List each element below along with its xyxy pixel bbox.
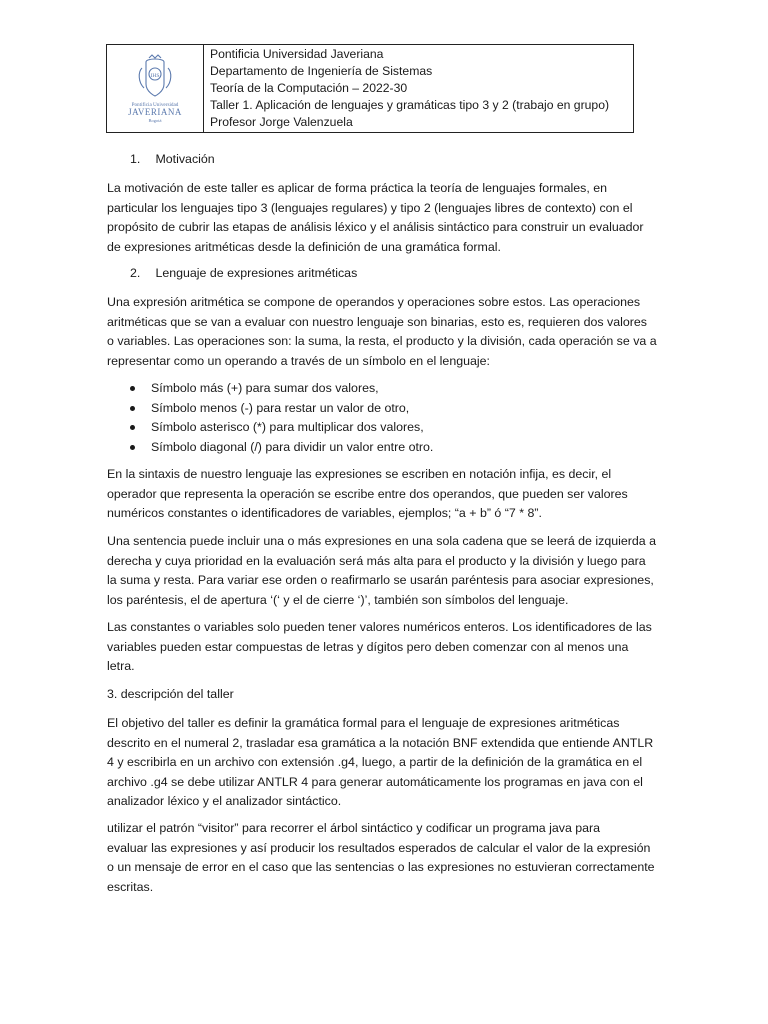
section-heading-3: 3. descripción del taller [107, 687, 234, 701]
bullet-icon [130, 425, 135, 430]
header-table [106, 44, 634, 133]
paragraph-visitor: utilizar el patrón “visitor” para recorrer el árbol sintáctico y codificar un programa java para evaluar las expresiones y así producir los resultados esperados de calcular el valor de la expresión o un mensaje de error en el caso que las sentencias o las expresiones no estuvieran correctamente escritas. [107, 821, 655, 894]
list-item: Símbolo asterisco (*) para multiplicar dos valores, [130, 418, 433, 438]
university-logo [107, 45, 204, 132]
header-department: Departamento de Ingeniería de Sistemas [210, 64, 433, 78]
paragraph-motivation: La motivación de este taller es aplicar de forma práctica la teoría de lenguajes formales, en particular los lenguajes tipo 3 (lenguajes regulares) y tipo 2 (lenguajes libres de contexto) con el propósito de cubrir las etapas de análisis léxico y el análisis sintáctico para construir un evaluador de expresiones aritméticas desde la definición de una gramática formal. [107, 181, 644, 254]
paragraph-expressions: Una expresión aritmética se compone de operandos y operaciones sobre estos. Las operaciones aritméticas que se van a evaluar con nuestro lenguaje son binarias, esto es, requieren dos valores o variables. Las operaciones son: la suma, la resta, el producto y la división, cada operación se va a representar como un operando a través de un símbolo en el lenguaje: [107, 295, 657, 368]
paragraph-precedence: Una sentencia puede incluir una o más expresiones en una sola cadena que se leerá de izquierda a derecha y cuya prioridad en la evaluación será más alta para el producto y la división y luego para la suma y resta. Para variar ese orden o reafirmarlo se usarán paréntesis para asociar expresiones, los paréntesis, el de apertura ‘(‘ y el de cierre ‘)’, también son símbolos del lenguaje. [107, 534, 656, 607]
logo-line1: Pontificia Universidad [131, 101, 179, 108]
bullet-icon [130, 445, 135, 450]
operator-list [130, 379, 433, 458]
header-text [204, 45, 633, 132]
section-heading-1: 1. Motivación [130, 152, 215, 166]
svg-text:IHS: IHS [150, 72, 160, 79]
paragraph-constants: Las constantes o variables solo pueden tener valores numéricos enteros. Los identificadores de las variables pueden estar compuestas de letras y dígitos pero deben comenzar con al menos una letra. [107, 620, 652, 673]
header-assignment: Taller 1. Aplicación de lenguajes y gramáticas tipo 3 y 2 (trabajo en grupo) [210, 98, 610, 112]
list-item: Símbolo más (+) para sumar dos valores, [130, 379, 433, 399]
university-crest-icon [120, 54, 190, 124]
bullet-icon [130, 406, 135, 411]
section-heading-2: 2. Lenguaje de expresiones aritméticas [130, 266, 358, 280]
list-item: Símbolo diagonal (/) para dividir un valor entre otro. [130, 438, 433, 458]
list-item: Símbolo menos (-) para restar un valor de otro, [130, 399, 433, 419]
logo-line2: JAVERIANA [128, 106, 182, 117]
paragraph-syntax: En la sintaxis de nuestro lenguaje las expresiones se escriben en notación infija, es decir, el operador que representa la operación se escribe entre dos operandos, que pueden ser valores numéricos constantes o identificadores de variables, ejemplos; “a + b” ó “7 * 8”. [107, 467, 628, 520]
header-course: Teoría de la Computación – 2022-30 [210, 81, 408, 95]
header-university: Pontificia Universidad Javeriana [210, 47, 384, 61]
paragraph-objective: El objetivo del taller es definir la gramática formal para el lenguaje de expresiones aritméticas descrito en el numeral 2, trasladar esa gramática a la notación BNF extendida que entiende ANTLR 4 y escribirla en un archivo con extensión .g4, luego, a partir de la definición de la gramática en el archivo .g4 se debe utilizar ANTLR 4 para generar automáticamente los programas en java con el analizador léxico y el analizador sintáctico. [107, 716, 654, 808]
header-professor: Profesor Jorge Valenzuela [210, 115, 353, 129]
bullet-icon [130, 386, 135, 391]
logo-line3: Bogotá [148, 117, 162, 123]
